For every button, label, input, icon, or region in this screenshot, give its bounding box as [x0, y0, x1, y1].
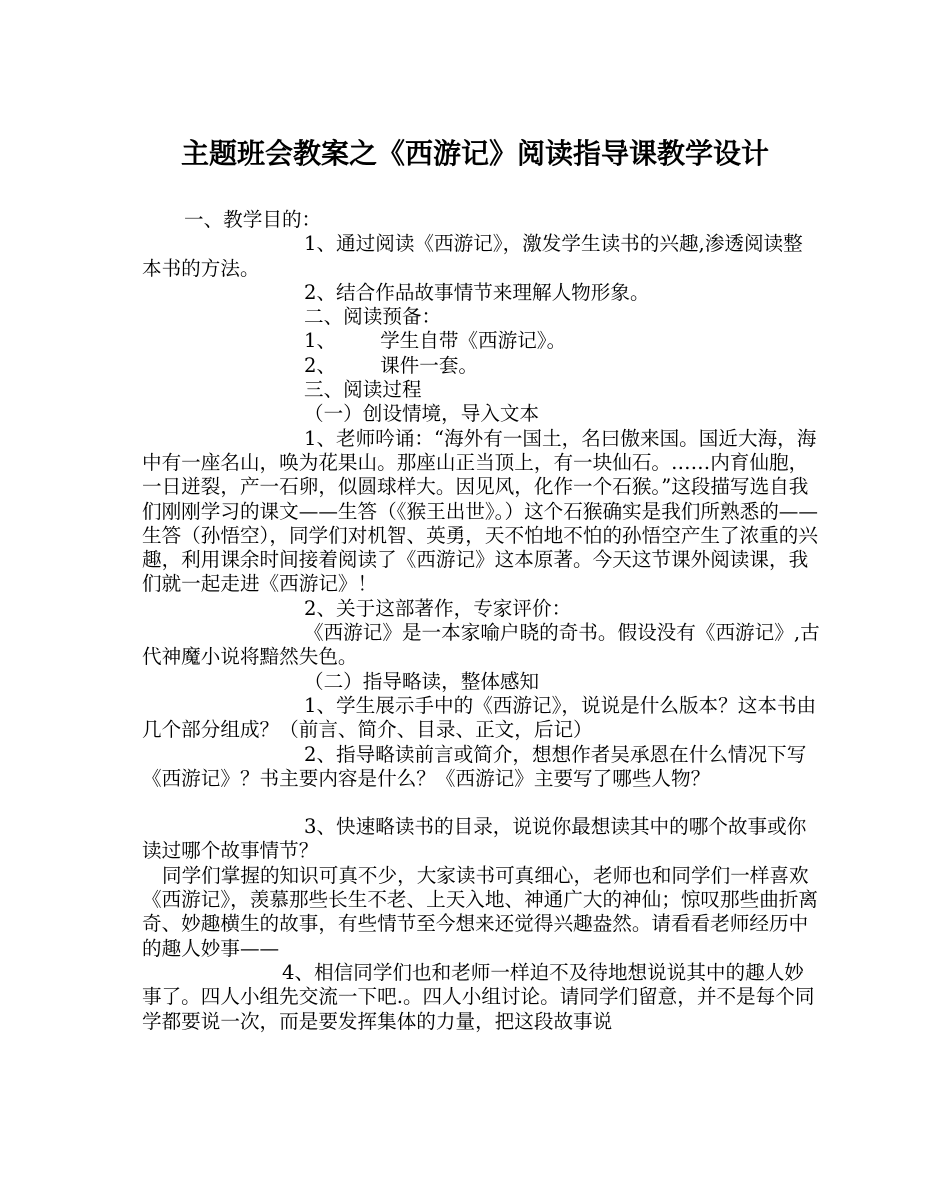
section-heading: 一、教学目的：: [184, 208, 322, 231]
paragraph: 《西游记》是一本家喻户晓的奇书。假设没有《西游记》,古代神魔小说将黯然失色。: [142, 621, 820, 669]
paragraph: 3、快速略读书的目录，说说你最想读其中的哪个故事或你读过哪个故事情节？: [142, 815, 807, 863]
paragraph: 同学们掌握的知识可真不少，大家读书可真细心，老师也和同学们一样喜欢《西游记》，羡慕那些长生不老、上天入地、神通广大的神仙；惊叹那些曲折离奇、妙趣横生的故事，有些情节至今想来还觉得兴趣盎然。请看看老师经历中的趣人妙事——: [142, 863, 818, 960]
list-number: 1、: [304, 329, 337, 353]
document-body: [142, 208, 822, 1034]
section-heading: 二、阅读预备：: [304, 305, 442, 329]
paragraph: 2、结合作品故事情节来理解人物形象。: [304, 280, 650, 304]
paragraph: 2、指导略读前言或简介，想想作者吴承恩在什么情况下写《西游记》？书主要内容是什么？《西游记》主要写了哪些人物？: [142, 742, 807, 790]
list-number: 2、: [304, 353, 337, 377]
subsection-heading: （一）创设情境，导入文本: [304, 402, 540, 426]
paragraph: 1、学生展示手中的《西游记》，说说是什么版本？这本书由几个部分组成？（前言、简介、目录、正文，后记）: [142, 693, 817, 742]
paragraph: 1、老师吟诵：“海外有一国土，名曰傲来国。国近大海，海中有一座名山，唤为花果山。那座山正当顶上，有一块仙石。……内育仙胞，一日迸裂，产一石卵，似圆球样大。因见风，化作一个石猴。”这段描写选自我们刚刚学习的课文——生答（《猴王出世》。）这个石猴确实是我们所熟悉的——生答（孙悟空），同学们对机智、英勇，天不怕地不怕的孙悟空产生了浓重的兴趣，利用课余时间接着阅读了《西游记》这本原著。今天这节课外阅读课，我们就一起走进《西游记》！: [142, 426, 818, 596]
subsection-heading: （二）指导略读，整体感知: [304, 669, 540, 693]
list-item: [142, 329, 822, 353]
list-text: 学生自带《西游记》。: [380, 329, 567, 353]
paragraph: 1、通过阅读《西游记》，激发学生读书的兴趣,渗透阅读整本书的方法。: [142, 232, 803, 280]
document-title: 主题班会教案之《西游记》阅读指导课教学设计: [180, 137, 769, 170]
paragraph: 2、关于这部著作，专家评价：: [304, 596, 572, 620]
list-text: 课件一套。: [380, 353, 479, 377]
list-item: [142, 354, 822, 378]
section-heading: 三、阅读过程: [304, 378, 422, 402]
blank-line: [142, 791, 822, 815]
paragraph: 4、相信同学们也和老师一样迫不及待地想说说其中的趣人妙事了。四人小组先交流一下吧.。四人小组讨论。请同学们留意，并不是每个同学都要说一次，而是要发挥集体的力量，把这段故事说: [142, 960, 815, 1033]
